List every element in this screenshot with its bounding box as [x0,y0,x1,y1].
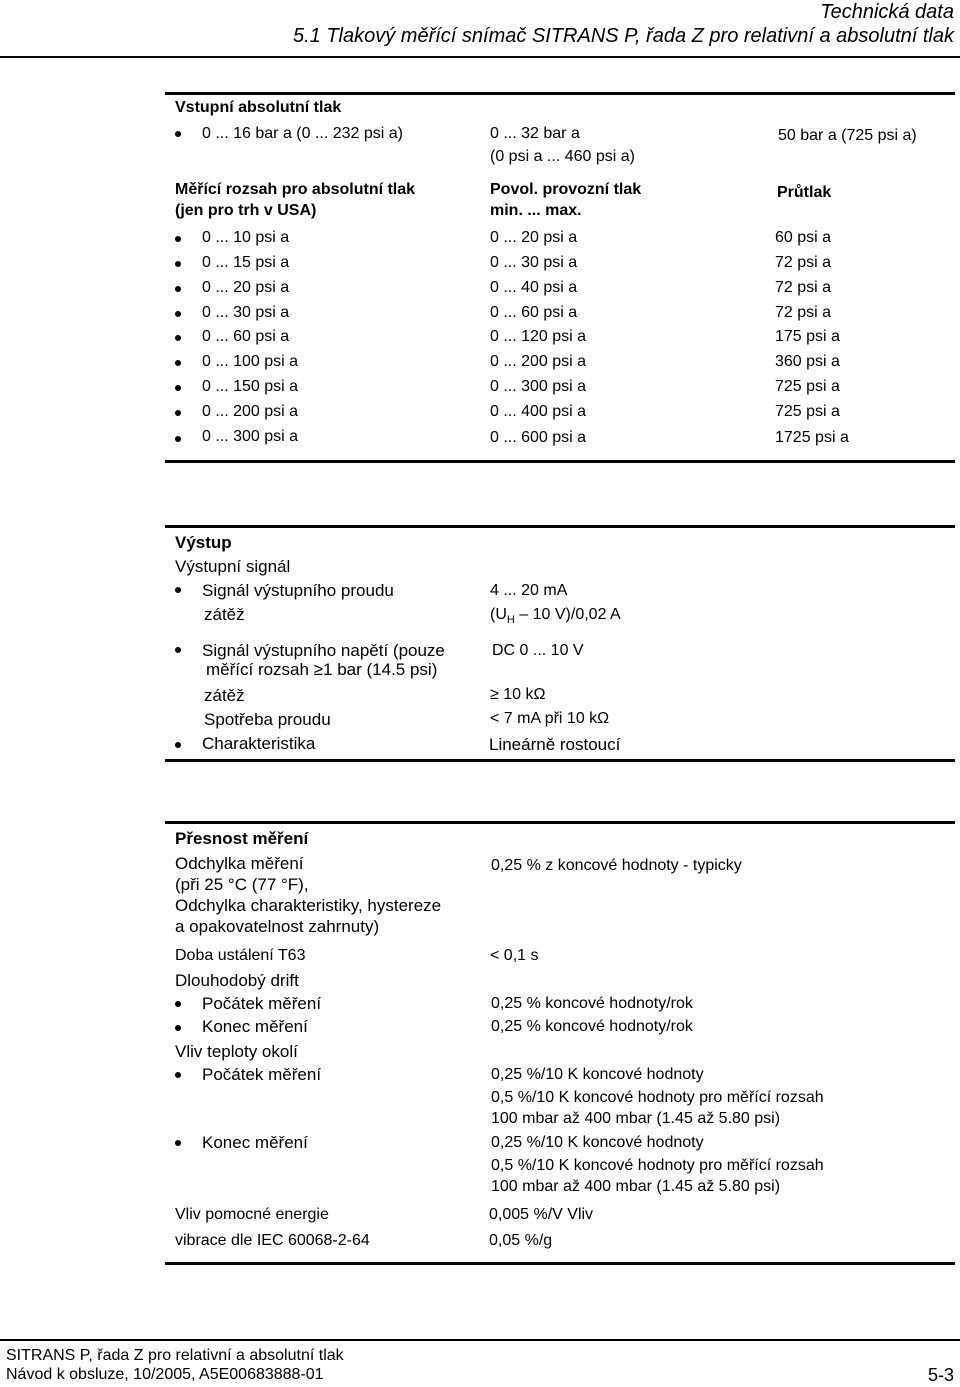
bullet [175,1001,181,1007]
header-title: Technická data [820,1,954,23]
aux-label: Vliv pomocné energie [175,1206,329,1223]
section-rule-input [165,92,955,95]
table-cell-op: 0 ... 40 psi a [490,279,578,296]
usa-range-subheading: (jen pro trh v USA) [175,202,317,219]
footer-rule [0,1339,960,1341]
consumption-label: Spotřeba proudu [204,710,331,729]
settle-label: Doba ustálení T63 [175,947,306,964]
section-rule-output [165,525,955,528]
table-cell-burst: 725 psi a [775,403,840,420]
table-cell-burst: 175 psi a [775,328,840,345]
table-cell-range: 0 ... 300 psi a [202,428,299,445]
header-subtitle: 5.1 Tlakový měřící snímač SITRANS P, řada Z pro relativní a absolutní tlak [292,25,954,47]
bullet [175,360,181,366]
aux-value: 0,005 %/V Vliv [489,1206,594,1223]
current-signal-value: 4 ... 20 mA [490,582,568,599]
usa-range-heading: Měřící rozsah pro absolutní tlak [175,181,416,198]
drift-start-label: Počátek měření [202,994,322,1013]
table-cell-op: 0 ... 600 psi a [490,429,587,446]
bullet [175,1072,181,1078]
load-label: zátěž [204,605,245,624]
table-cell-range: 0 ... 60 psi a [202,328,290,345]
burst-50bar: 50 bar a (725 psi a) [778,127,917,144]
footer-manual: Návod k obsluze, 10/2005, A5E00683888-01 [6,1366,324,1383]
bullet [175,587,181,593]
table-cell-op: 0 ... 300 psi a [490,378,587,395]
input-heading: Vstupní absolutní tlak [175,99,342,116]
op-460psi: (0 psi a ... 460 psi a) [490,148,635,165]
deviation-value: 0,25 % z koncové hodnoty - typicky [491,857,742,874]
bullet [175,236,181,242]
current-signal-label: Signál výstupního proudu [202,581,394,600]
section-rule-accuracy [165,821,955,824]
table-cell-op: 0 ... 20 psi a [490,229,578,246]
footer-product: SITRANS P, řada Z pro relativní a absolutní tlak [6,1347,344,1364]
table-cell-range: 0 ... 30 psi a [202,304,290,321]
table-cell-range: 0 ... 200 psi a [202,403,299,420]
deviation-label-4: a opakovatelnost zahrnuty) [175,917,380,936]
table-cell-op: 0 ... 200 psi a [490,353,587,370]
load-value: ($U_H - 10$ V)/0,02 A [490,606,621,627]
table-cell-op: 0 ... 60 psi a [490,304,578,321]
table-cell-burst: 725 psi a [775,378,840,395]
voltage-signal-label-2: měřící rozsah ≥1 bar (14.5 psi) [206,660,438,679]
table-cell-range: 0 ... 150 psi a [202,378,299,395]
bullet [175,742,181,748]
temp-start-value: 0,25 %/10 K koncové hodnoty [491,1066,704,1083]
temp-start-value-3: 100 mbar až 400 mbar (1.45 až 5.80 psi) [491,1110,781,1127]
table-cell-range: 0 ... 100 psi a [202,353,299,370]
table-cell-range: 0 ... 20 psi a [202,279,290,296]
op-32bar: 0 ... 32 bar a [490,125,580,142]
bullet [175,286,181,292]
bullet [175,1140,181,1146]
op-pressure-subheading: min. ... max. [490,202,582,219]
table-cell-burst: 60 psi a [775,229,832,246]
temp-start-value-2: 0,5 %/10 K koncové hodnoty pro měřící rozsah [491,1089,824,1106]
characteristic-label: Charakteristika [202,734,316,753]
bullet [175,385,181,391]
drift-end-value: 0,25 % koncové hodnoty/rok [491,1018,693,1035]
temp-end-value: 0,25 %/10 K koncové hodnoty [491,1134,704,1151]
consumption-value: < 7 mA při 10 kΩ [490,710,610,727]
table-cell-op: 0 ... 400 psi a [490,403,587,420]
bullet [175,436,181,442]
bullet [175,261,181,267]
deviation-label-2: (při 25 °C (77 °F), [175,875,309,894]
vibration-label: vibrace dle IEC 60068-2-64 [175,1232,370,1249]
bullet [175,311,181,317]
temp-label: Vliv teploty okolí [175,1042,298,1061]
table-cell-burst: 360 psi a [775,353,840,370]
characteristic-value: Lineárně rostoucí [489,735,621,754]
range-16bar: 0 ... 16 bar a (0 ... 232 psi a) [202,125,403,142]
bullet [175,1025,181,1031]
table-cell-burst: 1725 psi a [775,429,849,446]
deviation-label-3: Odchylka charakteristiky, hystereze [175,896,442,915]
header-rule [0,56,960,58]
page-number: 5-3 [927,1365,954,1385]
section-rule-accuracy-end [165,1262,955,1265]
table-cell-op: 0 ... 30 psi a [490,254,578,271]
bullet [175,410,181,416]
table-cell-burst: 72 psi a [775,254,832,271]
output-signal-label: Výstupní signál [175,557,291,576]
drift-start-value: 0,25 % koncové hodnoty/rok [491,995,693,1012]
temp-start-label: Počátek měření [202,1065,322,1084]
table-cell-op: 0 ... 120 psi a [490,328,587,345]
bullet [175,335,181,341]
load2-value: ≥ 10 kΩ [490,686,546,703]
vibration-value: 0,05 %/g [489,1232,553,1249]
temp-end-value-3: 100 mbar až 400 mbar (1.45 až 5.80 psi) [491,1178,781,1195]
output-heading: Výstup [175,533,232,552]
section-rule-input-end [165,460,955,463]
temp-end-label: Konec měření [202,1133,308,1152]
bullet [175,647,181,653]
temp-end-value-2: 0,5 %/10 K koncové hodnoty pro měřící rozsah [491,1157,824,1174]
section-rule-output-end [165,759,955,762]
drift-label: Dlouhodobý drift [175,971,299,990]
deviation-label: Odchylka měření [175,854,304,873]
table-cell-range: 0 ... 15 psi a [202,254,290,271]
burst-heading: Průtlak [777,184,832,201]
voltage-signal-label: Signál výstupního napětí (pouze [202,641,445,660]
accuracy-heading: Přesnost měření [175,829,309,848]
voltage-signal-value: DC 0 ... 10 V [492,642,584,659]
bullet [175,131,181,137]
op-pressure-heading: Povol. provozní tlak [490,181,642,198]
table-cell-burst: 72 psi a [775,279,832,296]
drift-end-label: Konec měření [202,1017,308,1036]
table-cell-range: 0 ... 10 psi a [202,229,290,246]
load2-label: zátěž [204,686,245,705]
table-cell-burst: 72 psi a [775,304,832,321]
settle-value: < 0,1 s [490,947,539,964]
